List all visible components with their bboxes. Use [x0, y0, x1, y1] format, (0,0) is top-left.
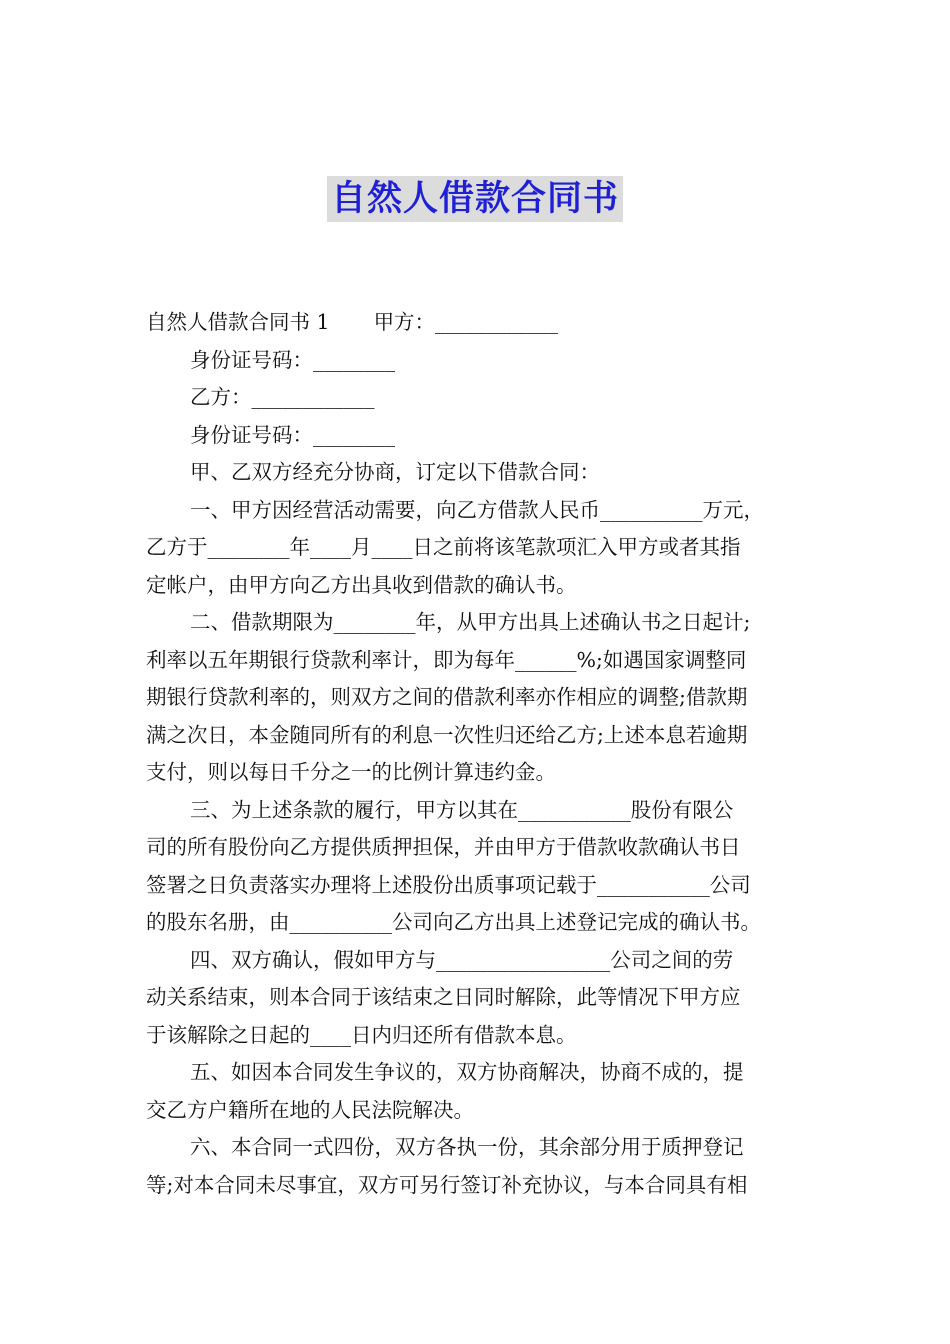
- text-line: [146, 1167, 806, 1205]
- text-line: [146, 1129, 806, 1167]
- text-line: [146, 304, 806, 342]
- line-text: 定帐户，由甲方向乙方出具收到借款的确认书。: [146, 572, 577, 597]
- line-text: 满之次日，本金随同所有的利息一次性归还给乙方;上述本息若逾期: [146, 722, 748, 747]
- text-line: [146, 642, 806, 680]
- text-line: [146, 942, 806, 980]
- text-line: [146, 604, 806, 642]
- line-text: 支付，则以每日千分之一的比例计算违约金。: [146, 760, 556, 784]
- text-line: [146, 379, 806, 417]
- title-wrapper: [0, 176, 950, 222]
- text-line: [146, 867, 806, 905]
- line-text: 动关系结束，则本合同于该结束之日同时解除，此等情况下甲方应: [146, 985, 741, 1009]
- contract-body: [146, 304, 806, 1204]
- line-text: 签署之日负责落实办理将上述股份出质事项记载于___________公司: [146, 872, 751, 897]
- text-line: [146, 1092, 806, 1130]
- line-text: 二、借款期限为________年，从甲方出具上述确认书之日起计;: [190, 610, 751, 634]
- text-line: [146, 492, 806, 530]
- text-line: [146, 792, 806, 830]
- text-line: [146, 1054, 806, 1092]
- party-a-field: 甲方：____________: [373, 310, 559, 334]
- text-line: [146, 717, 806, 755]
- text-line: [146, 454, 806, 492]
- text-line: [146, 904, 806, 942]
- line-text: 四、双方确认，假如甲方与_________________公司之间的劳: [190, 947, 734, 972]
- text-line: [146, 1017, 806, 1055]
- line-text: 利率以五年期银行贷款利率计，即为每年______%;如遇国家调整同: [146, 647, 747, 672]
- line-text: 的股东名册，由__________公司向乙方出具上述登记完成的确认书。: [146, 910, 761, 934]
- line-text: 三、为上述条款的履行，甲方以其在___________股份有限公: [190, 797, 734, 822]
- text-line: [146, 754, 806, 792]
- line-text: 一、甲方因经营活动需要，向乙方借款人民币__________万元，: [190, 497, 764, 522]
- line-text: 于该解除之日起的____日内归还所有借款本息。: [146, 1022, 577, 1047]
- line-text: 司的所有股份向乙方提供质押担保，并由甲方于借款收款确认书日: [146, 835, 741, 859]
- text-line: [146, 979, 806, 1017]
- line-text: 乙方于________年____月____日之前将该笔款项汇入甲方或者其指: [146, 535, 741, 559]
- line-text: 甲、乙双方经充分协商，订定以下借款合同：: [190, 460, 600, 484]
- line-text: 五、如因本合同发生争议的，双方协商解决，协商不成的，提: [190, 1060, 744, 1084]
- line-text: 等;对本合同未尽事宜，双方可另行签订补充协议，与本合同具有相: [146, 1172, 748, 1197]
- document-title: 自然人借款合同书: [327, 176, 623, 222]
- text-line: [146, 417, 806, 455]
- line-text: 身份证号码：________: [190, 347, 395, 372]
- text-line: [146, 529, 806, 567]
- text-line: [146, 829, 806, 867]
- line-text: 乙方：____________: [190, 385, 375, 409]
- line-text: 六、本合同一式四份，双方各执一份，其余部分用于质押登记: [190, 1135, 744, 1159]
- text-line: [146, 567, 806, 605]
- line-text: 身份证号码：________: [190, 422, 395, 447]
- line-text: 期银行贷款利率的，则双方之间的借款利率亦作相应的调整;借款期: [146, 685, 748, 709]
- text-line: [146, 679, 806, 717]
- header-doc-name: 自然人借款合同书 1: [146, 310, 330, 334]
- line-text: 交乙方户籍所在地的人民法院解决。: [146, 1097, 474, 1122]
- text-line: [146, 342, 806, 380]
